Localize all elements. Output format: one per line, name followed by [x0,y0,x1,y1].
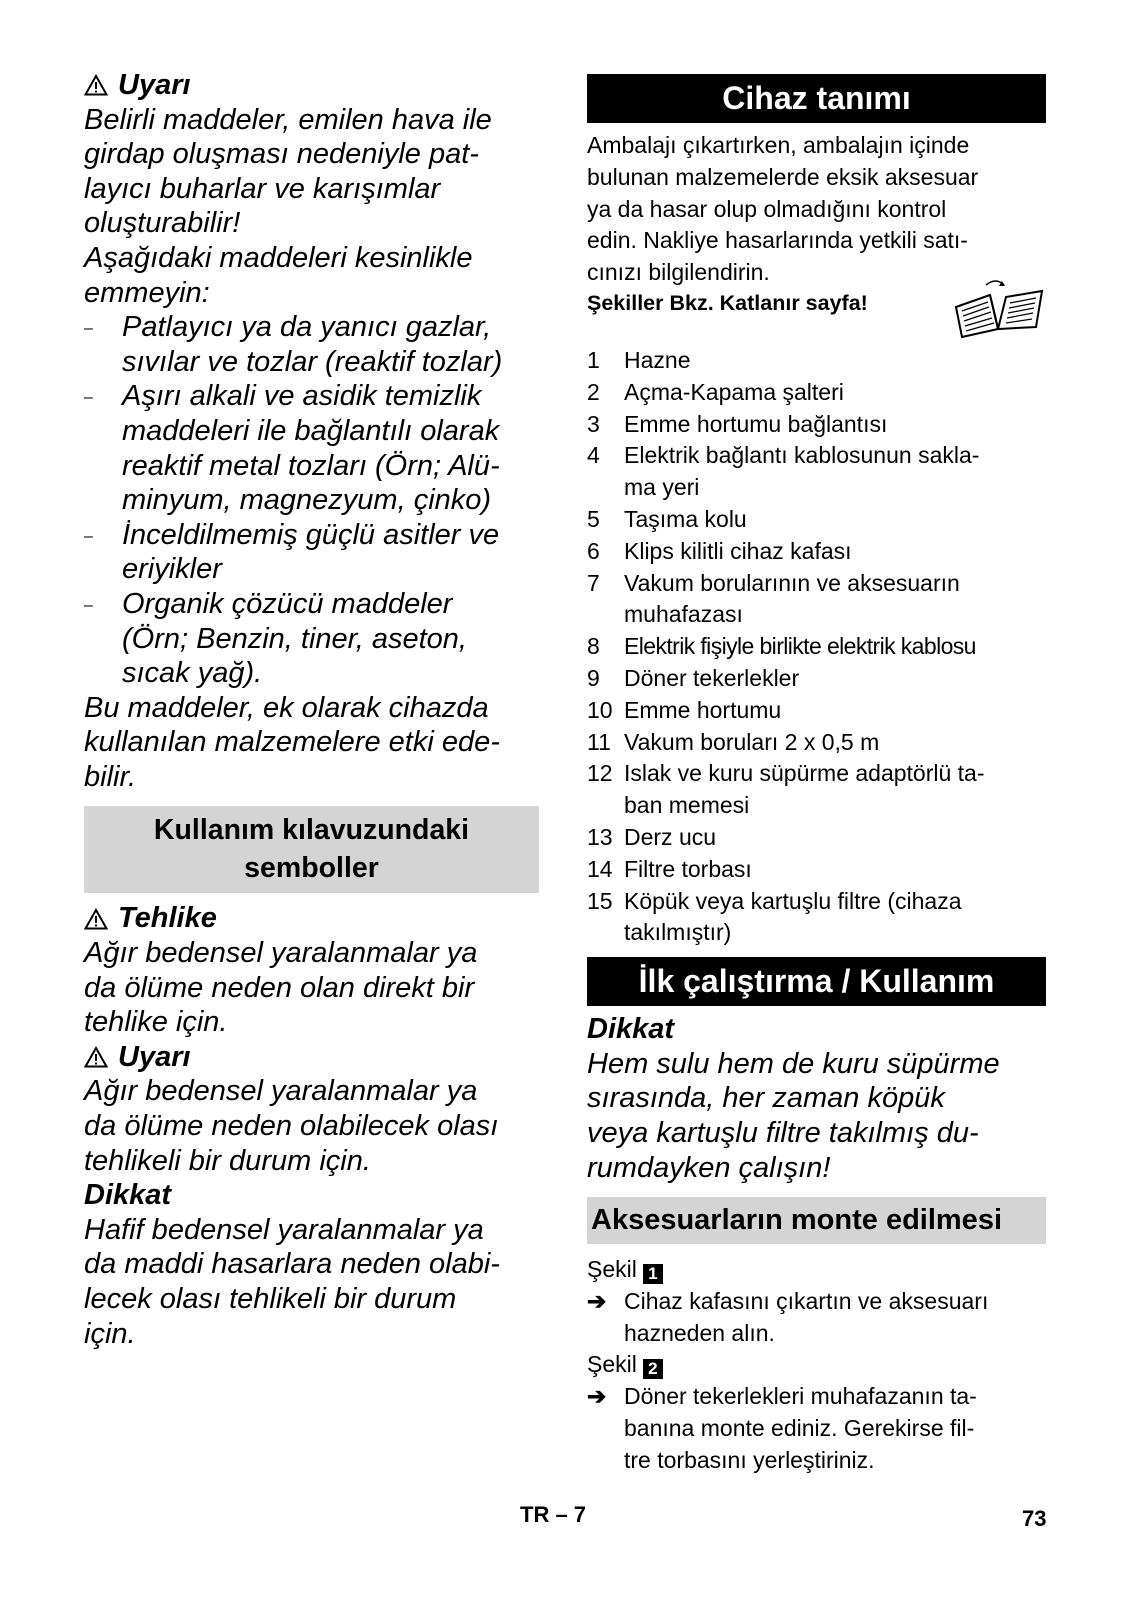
list-item: 1 Hazne [587,346,691,373]
warning-text-line: Ağır bedensel yaralanmalar ya [84,1075,478,1108]
accessories-heading: Aksesuarların monte edilmesi [587,1197,1046,1244]
intro-line: ya da hasar olup olmadığını kontrol [587,195,947,222]
dash-marker: – [84,320,93,338]
figures-note-row [587,289,1046,345]
warning-triangle-icon [84,908,108,930]
dash-list-item: – Aşırı alkali ve asidik temizlik maddeleri ile bağlantılı olarak reaktif metal tozları (Örn; Alü- minyum, magnezyum, çinko) [84,380,500,517]
figures-note: Şekiller Bkz. Katlanır sayfa! [587,290,868,315]
figure-number-badge: 1 [643,1264,663,1284]
danger-heading: Tehlike [84,901,539,936]
list-item: 10 Emme hortumu [587,696,782,723]
warning-text-line: bilir. [84,760,137,793]
warning-heading: Uyarı [84,1040,539,1075]
list-item: 15 Köpük veya kartuşlu filtre (cihaza takılmıştır) [587,887,962,946]
caution-text-line: veya kartuşlu filtre takılmış du- [587,1116,979,1149]
section-page-label: TR – 7 [520,1502,587,1527]
figure-reference: Şekil 2 [587,1349,1046,1381]
list-item: 6 Klips kilitli cihaz kafası [587,537,852,564]
list-item: 9 Döner tekerlekler [587,664,800,691]
danger-text-line: da ölüme neden olan direkt bir [84,971,475,1004]
instruction-step: ➔ Döner tekerlekleri muhafazanın ta- banına monte ediniz. Gerekirse fil- tre torbasını yerleştiriniz. [587,1383,977,1473]
caution-text-line: Hem sulu hem de kuru süpürme [587,1047,1000,1080]
warning-heading: Uyarı [84,68,539,103]
figure-reference: Şekil 1 [587,1254,1046,1286]
dash-list-item: – İnceldilmemiş güçlü asitler ve eriyikler [84,518,500,586]
caution-heading: Dikkat [84,1179,172,1212]
right-column [587,74,1046,1477]
arrow-right-icon: ➔ [587,1287,607,1314]
intro-line: edin. Nakliye hasarlarında yetkili satı- [587,227,968,254]
warning-text-line: girdap oluşması nedeniyle pat- [84,138,479,171]
arrow-right-icon: ➔ [587,1383,607,1410]
warning-text-line: oluşturabilir! [84,207,241,240]
list-item: 12 Islak ve kuru süpürme adaptörlü ta- ban memesi [587,760,985,819]
list-item: 14 Filtre torbası [587,855,752,882]
symbols-section-heading: Kullanım kılavuzundaki semboller [84,806,539,893]
caution-text-line: lecek olası tehlikeli bir durum [84,1283,457,1315]
warning-triangle-icon [84,74,108,96]
list-item: 5 Taşıma kolu [587,505,747,532]
caution-text-line: rumdayken çalışın! [587,1151,831,1184]
dash-marker: – [84,596,93,614]
caution-text-line: sırasında, her zaman köpük [587,1082,945,1115]
warning-text-line: emmeyin: [84,276,210,309]
device-description-heading: Cihaz tanımı [587,74,1046,123]
parts-list [587,345,1046,949]
warning-text-line: kullanılan malzemelere etki ede- [84,726,500,759]
caution-text-line: Hafif bedensel yaralanmalar ya [84,1213,484,1246]
warning-text-line: layıcı buharlar ve karışımlar [84,172,441,205]
dash-marker: – [84,389,93,407]
list-item: 7 Vakum borularının ve aksesuarın muhafazası [587,569,960,628]
list-item: 11 Vakum boruları 2 x 0,5 m [587,728,880,755]
list-item: 2 Açma-Kapama şalteri [587,378,844,405]
list-item: 4 Elektrik bağlantı kablosunun sakla- ma yeri [587,442,980,501]
page-number: 73 [1022,1506,1047,1531]
warning-text-line: da ölüme neden olabilecek olası [84,1110,499,1143]
warning-text-line: Aşağıdaki maddeleri kesinlikle [84,241,473,274]
caution-heading: Dikkat [587,1013,675,1046]
dash-list-item: – Organik çözücü maddeler (Örn; Benzin, tiner, aseton, sıcak yağ). [84,587,467,690]
intro-line: bulunan malzemelerde eksik aksesuar [587,163,979,190]
danger-text-line: tehlike için. [84,1006,228,1039]
warning-text-line: Belirli maddeler, emilen hava ile [84,103,492,136]
list-item: 13 Derz ucu [587,823,717,850]
intro-line: Ambalajı çıkartırken, ambalajın içinde [587,132,970,158]
dash-marker: – [84,527,93,545]
warning-text-line: tehlikeli bir durum için. [84,1144,371,1177]
caution-text-line: için. [84,1317,136,1350]
left-column [84,68,539,1351]
figure-number-badge: 2 [643,1359,663,1379]
warning-text-line: Bu maddeler, ek olarak cihazda [84,691,489,724]
warning-triangle-icon [84,1046,108,1068]
list-item: 3 Emme hortumu bağlantısı [587,410,888,437]
danger-text-line: Ağır bedensel yaralanmalar ya [84,937,478,970]
startup-heading: İlk çalıştırma / Kullanım [587,957,1046,1006]
intro-line: cınızı bilgilendirin. [587,259,770,286]
dash-list-item: – Patlayıcı ya da yanıcı gazlar, sıvılar ve tozlar (reaktif tozlar) [84,311,503,378]
caution-text-line: da maddi hasarlara neden olabi- [84,1248,500,1281]
fold-out-page-icon [950,277,1046,341]
list-item: 8 Elektrik fişiyle birlikte elektrik kablosu [587,633,976,660]
instruction-step: ➔ Cihaz kafasını çıkartın ve aksesuarı hazneden alın. [587,1287,989,1346]
